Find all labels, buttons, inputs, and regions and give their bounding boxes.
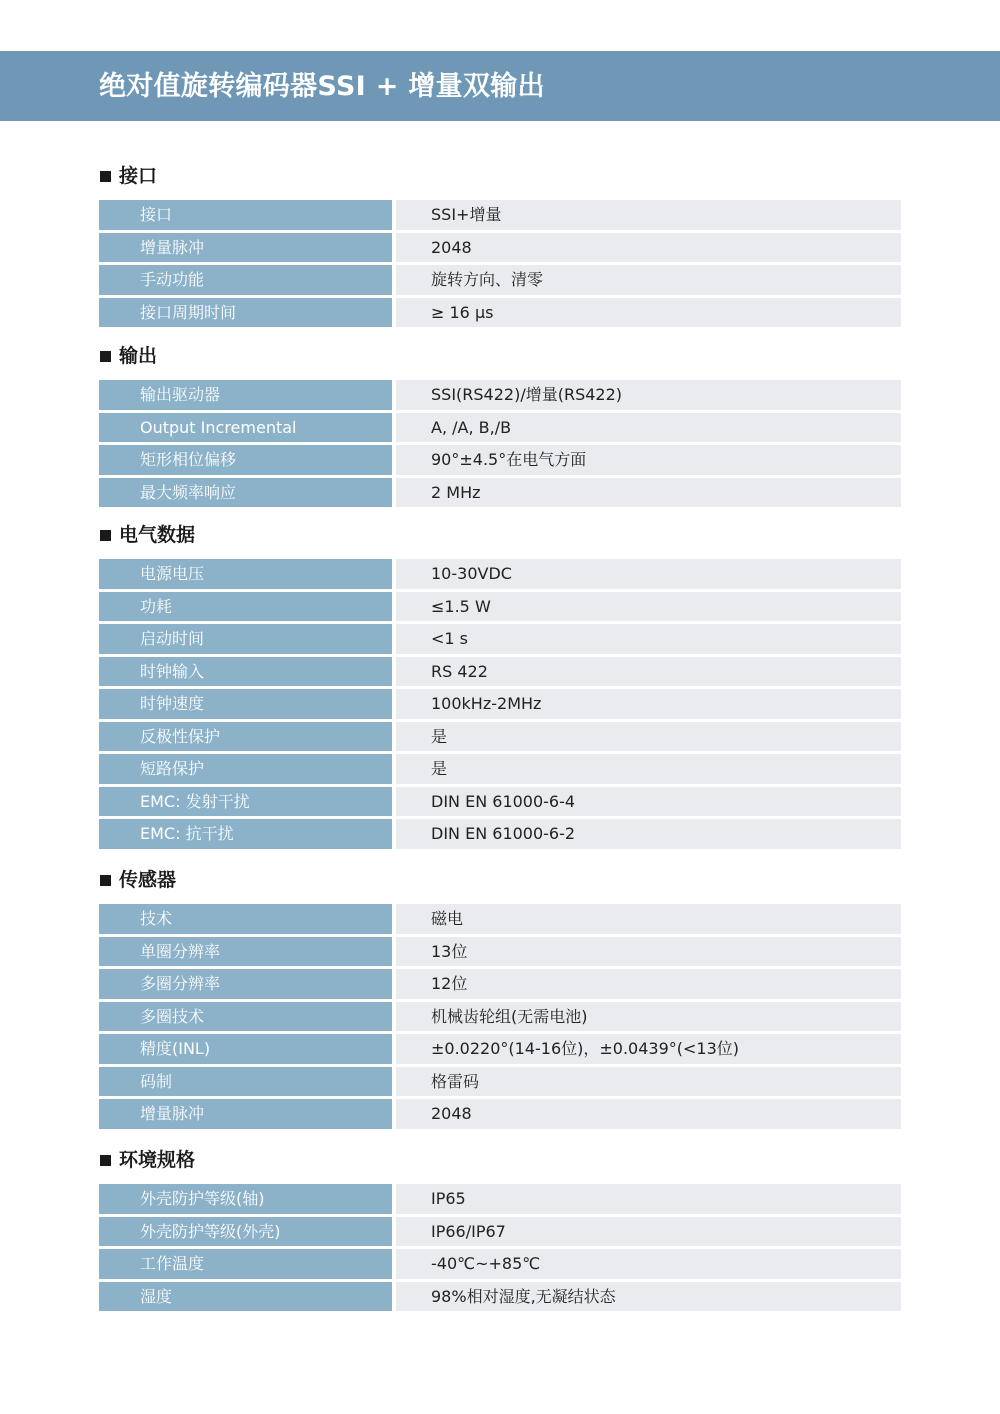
spec-label: 工作温度 xyxy=(99,1249,392,1279)
spec-row xyxy=(99,754,901,784)
spec-value: 100kHz-2MHz xyxy=(396,689,901,719)
spec-value: 2048 xyxy=(396,1099,901,1129)
square-bullet-icon xyxy=(100,351,111,362)
spec-label: 精度(INL) xyxy=(99,1034,392,1064)
spec-label: 多圈分辨率 xyxy=(99,969,392,999)
spec-value: 是 xyxy=(396,754,901,784)
spec-row xyxy=(99,787,901,817)
spec-row xyxy=(99,559,901,589)
section-heading xyxy=(99,520,901,550)
spec-row xyxy=(99,1002,901,1032)
spec-label: 单圈分辨率 xyxy=(99,937,392,967)
spec-row xyxy=(99,1282,901,1312)
section-heading xyxy=(99,865,901,895)
spec-label: Output Incremental xyxy=(99,413,392,443)
spec-value: 格雷码 xyxy=(396,1067,901,1097)
spec-row xyxy=(99,298,901,328)
spec-row xyxy=(99,1184,901,1214)
spec-value: RS 422 xyxy=(396,657,901,687)
spec-row xyxy=(99,624,901,654)
spec-row xyxy=(99,445,901,475)
spec-row xyxy=(99,233,901,263)
spec-value: 机械齿轮组(无需电池) xyxy=(396,1002,901,1032)
spec-value: IP66/IP67 xyxy=(396,1217,901,1247)
spec-row xyxy=(99,592,901,622)
spec-row xyxy=(99,689,901,719)
spec-row xyxy=(99,1099,901,1129)
spec-row xyxy=(99,1034,901,1064)
spec-section xyxy=(99,520,901,852)
spec-value: SSI(RS422)/增量(RS422) xyxy=(396,380,901,410)
section-heading-text: 接口 xyxy=(119,165,158,187)
spec-row xyxy=(99,722,901,752)
section-heading xyxy=(99,161,901,191)
section-heading-text: 环境规格 xyxy=(119,1149,196,1171)
square-bullet-icon xyxy=(100,530,111,541)
spec-value: 98%相对湿度,无凝结状态 xyxy=(396,1282,901,1312)
section-heading-text: 输出 xyxy=(119,345,158,367)
spec-row xyxy=(99,904,901,934)
spec-label: 输出驱动器 xyxy=(99,380,392,410)
spec-table xyxy=(99,200,901,327)
spec-value: <1 s xyxy=(396,624,901,654)
spec-label: 时钟输入 xyxy=(99,657,392,687)
spec-label: 技术 xyxy=(99,904,392,934)
spec-label: 湿度 xyxy=(99,1282,392,1312)
spec-value: 磁电 xyxy=(396,904,901,934)
spec-row xyxy=(99,265,901,295)
spec-value: IP65 xyxy=(396,1184,901,1214)
spec-label: 最大频率响应 xyxy=(99,478,392,508)
spec-label: 时钟速度 xyxy=(99,689,392,719)
spec-value: 是 xyxy=(396,722,901,752)
spec-row xyxy=(99,1067,901,1097)
spec-value: SSI+增量 xyxy=(396,200,901,230)
spec-label: 码制 xyxy=(99,1067,392,1097)
spec-label: 多圈技术 xyxy=(99,1002,392,1032)
spec-section xyxy=(99,865,901,1132)
spec-value: 旋转方向、清零 xyxy=(396,265,901,295)
spec-value: ±0.0220°(14-16位)，±0.0439°(<13位) xyxy=(396,1034,901,1064)
spec-row xyxy=(99,969,901,999)
spec-label: EMC: 抗干扰 xyxy=(99,819,392,849)
spec-table xyxy=(99,904,901,1129)
spec-label: 外壳防护等级(外壳) xyxy=(99,1217,392,1247)
spec-value: 10-30VDC xyxy=(396,559,901,589)
spec-row xyxy=(99,200,901,230)
spec-label: 增量脉冲 xyxy=(99,233,392,263)
spec-label: 反极性保护 xyxy=(99,722,392,752)
spec-section xyxy=(99,341,901,510)
spec-label: 接口周期时间 xyxy=(99,298,392,328)
spec-table xyxy=(99,1184,901,1311)
spec-label: 接口 xyxy=(99,200,392,230)
square-bullet-icon xyxy=(100,171,111,182)
spec-row xyxy=(99,380,901,410)
section-heading-text: 电气数据 xyxy=(119,524,196,546)
spec-value: DIN EN 61000-6-2 xyxy=(396,819,901,849)
spec-value: 12位 xyxy=(396,969,901,999)
spec-table xyxy=(99,380,901,507)
spec-label: 手动功能 xyxy=(99,265,392,295)
section-heading-text: 传感器 xyxy=(119,869,177,891)
spec-row xyxy=(99,1217,901,1247)
section-heading xyxy=(99,1145,901,1175)
spec-row xyxy=(99,657,901,687)
title-banner xyxy=(0,51,1000,121)
spec-label: 增量脉冲 xyxy=(99,1099,392,1129)
spec-row xyxy=(99,937,901,967)
spec-value: 2048 xyxy=(396,233,901,263)
spec-value: 90°±4.5°在电气方面 xyxy=(396,445,901,475)
spec-value: ≥ 16 μs xyxy=(396,298,901,328)
square-bullet-icon xyxy=(100,1155,111,1166)
spec-value: A, /A, B,/B xyxy=(396,413,901,443)
page-title: 绝对值旋转编码器SSI + 增量双输出 xyxy=(99,71,545,102)
spec-row xyxy=(99,478,901,508)
spec-section xyxy=(99,161,901,330)
spec-value: 13位 xyxy=(396,937,901,967)
spec-row xyxy=(99,413,901,443)
spec-label: 启动时间 xyxy=(99,624,392,654)
section-heading xyxy=(99,341,901,371)
spec-row xyxy=(99,819,901,849)
spec-value: -40℃~+85℃ xyxy=(396,1249,901,1279)
spec-label: EMC: 发射干扰 xyxy=(99,787,392,817)
spec-row xyxy=(99,1249,901,1279)
square-bullet-icon xyxy=(100,875,111,886)
spec-value: 2 MHz xyxy=(396,478,901,508)
spec-label: 电源电压 xyxy=(99,559,392,589)
spec-table xyxy=(99,559,901,849)
spec-label: 外壳防护等级(轴) xyxy=(99,1184,392,1214)
spec-label: 功耗 xyxy=(99,592,392,622)
spec-label: 短路保护 xyxy=(99,754,392,784)
spec-value: ≤1.5 W xyxy=(396,592,901,622)
spec-value: DIN EN 61000-6-4 xyxy=(396,787,901,817)
spec-section xyxy=(99,1145,901,1314)
spec-label: 矩形相位偏移 xyxy=(99,445,392,475)
